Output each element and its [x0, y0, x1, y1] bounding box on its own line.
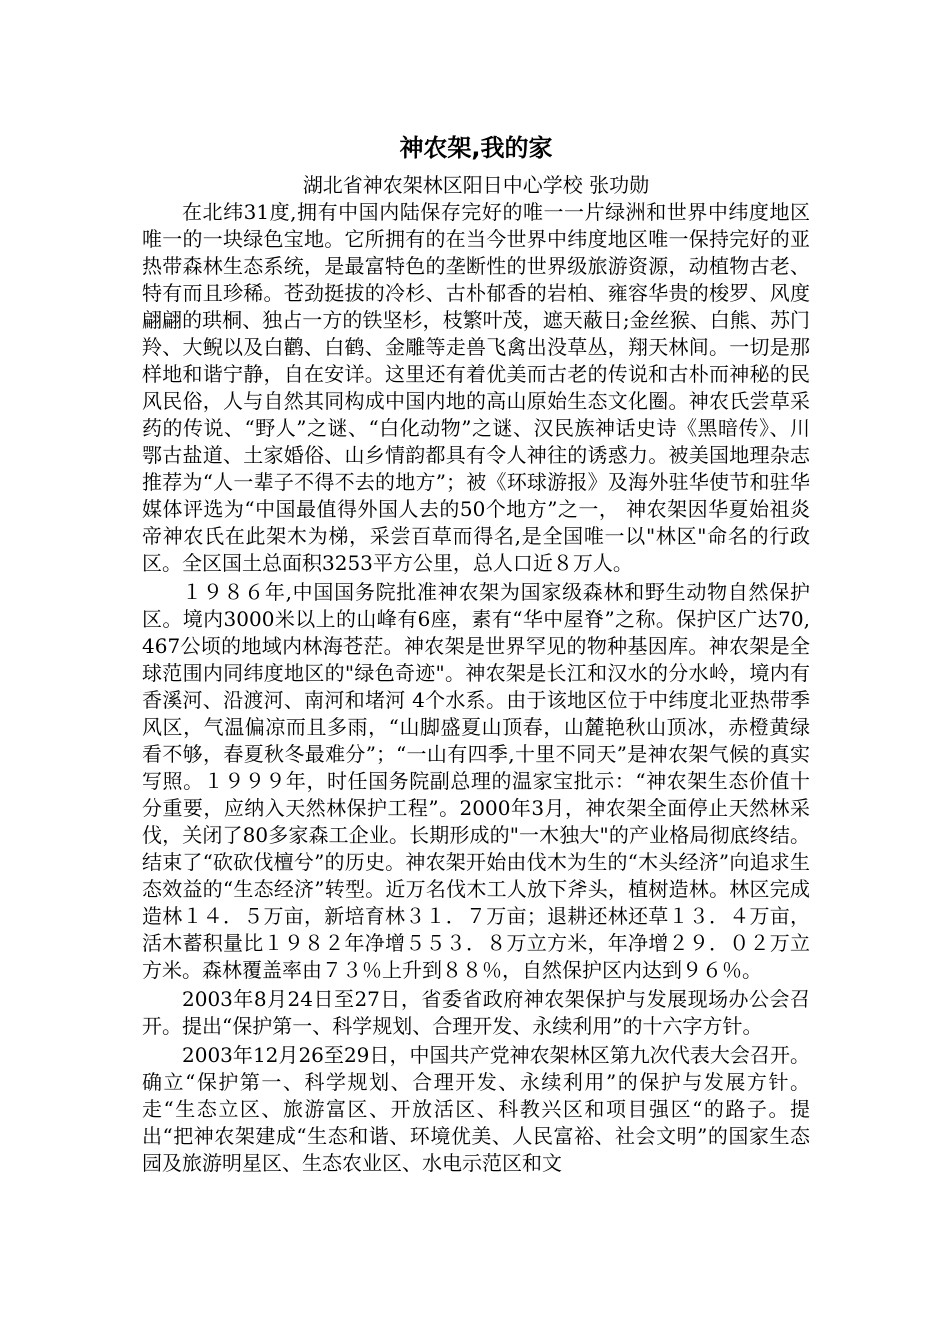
- body-paragraph: 在北纬31度,拥有中国内陆保存完好的唯一一片绿洲和世界中纬度地区唯一的一块绿色宝地。它所拥有的在当今世界中纬度地区唯一保持完好的亚热带森林生态系统，是最富特色的垄断性的世界级旅游资源，动植物古老、特有而且珍稀。苍劲挺拔的冷杉、古朴郁香的岩柏、雍容华贵的梭罗、风度翩翩的珙桐、独占一方的铁坚杉，枝繁叶茂，遮天蔽日;金丝猴、白熊、苏门羚、大鲵以及白鹳、白鹤、金雕等走兽飞禽出没草丛，翔天林间。一切是那样地和谐宁静，自在安详。这里还有着优美而古老的传说和古朴而神秘的民风民俗，人与自然其同构成中国内地的高山原始生态文化圈。神农氏尝草采药的传说、“野人”之谜、“白化动物”之谜、汉民族神话史诗《黑暗传》、川鄂古盐道、土家婚俗、山乡情韵都具有令人神往的诱惑力。被美国地理杂志推荐为“人一辈子不得不去的地方”；被《环球游报》及海外驻华使节和驻华媒体评选为“中国最值得外国人去的50个地方”之一， 神农架因华夏始祖炎帝神农氏在此架木为梯，采尝百草而得名,是全国唯一以"林区"命名的行政区。全区国土总面积3253平方公里，总人口近８万人。: [142, 200, 810, 575]
- body-paragraph: 2003年8月24日至27日，省委省政府神农架保护与发展现场办公会召开。提出“保护第一、科学规划、合理开发、永续利用”的十六字方针。: [142, 987, 810, 1038]
- body-paragraph: 2003年12月26至29日，中国共产党神农架林区第九次代表大会召开。确立“保护第一、科学规划、合理开发、永续利用”的保护与发展方针。走“生态立区、旅游富区、开放活区、科教兴区和项目强区“的路子。提出“把神农架建成“生态和谐、环境优美、人民富裕、社会文明”的国家生态园及旅游明星区、生态农业区、水电示范区和文: [142, 1043, 810, 1175]
- author-byline: 湖北省神农架林区阳日中心学校 张功勋: [302, 173, 650, 197]
- document-title: 神农架,我的家: [399, 134, 553, 162]
- body-paragraph: １９８６年,中国国务院批准神农架为国家级森林和野生动物自然保护区。境内3000米以上的山峰有6座，素有“华中屋脊”之称。保护区广达70,467公顷的地域内林海苍茫。神农架是世界罕见的物种基因库。神农架是全球范围内同纬度地区的"绿色奇迹"。神农架是长江和汉水的分水岭，境内有香溪河、沿渡河、南河和堵河 4个水系。由于该地区位于中纬度北亚热带季风区，气温偏凉而且多雨，“山脚盛夏山顶春，山麓艳秋山顶冰，赤橙黄绿看不够，春夏秋冬最难分”；“一山有四季,十里不同天”是神农架气候的真实写照。１９９９年，时任国务院副总理的温家宝批示：“神农架生态价值十分重要，应纳入天然林保护工程”。2000年3月，神农架全面停止天然林采伐，关闭了80多家森工企业。长期形成的"一木独大"的产业格局彻底终结。结束了“砍砍伐檀兮”的历史。神农架开始由伐木为生的“木头经济”向追求生态效益的“生态经济”转型。近万名伐木工人放下斧头，植树造林。林区完成造林１４．５万亩，新培育林３１．７万亩；退耕还林还草１３．４万亩，活木蓄积量比１９８２年净增５５３．８万立方米，年净增２９．０２万立方米。森林覆盖率由７３％上升到８８％，自然保护区内达到９６％。: [142, 580, 810, 982]
- document-page: [142, 128, 810, 1179]
